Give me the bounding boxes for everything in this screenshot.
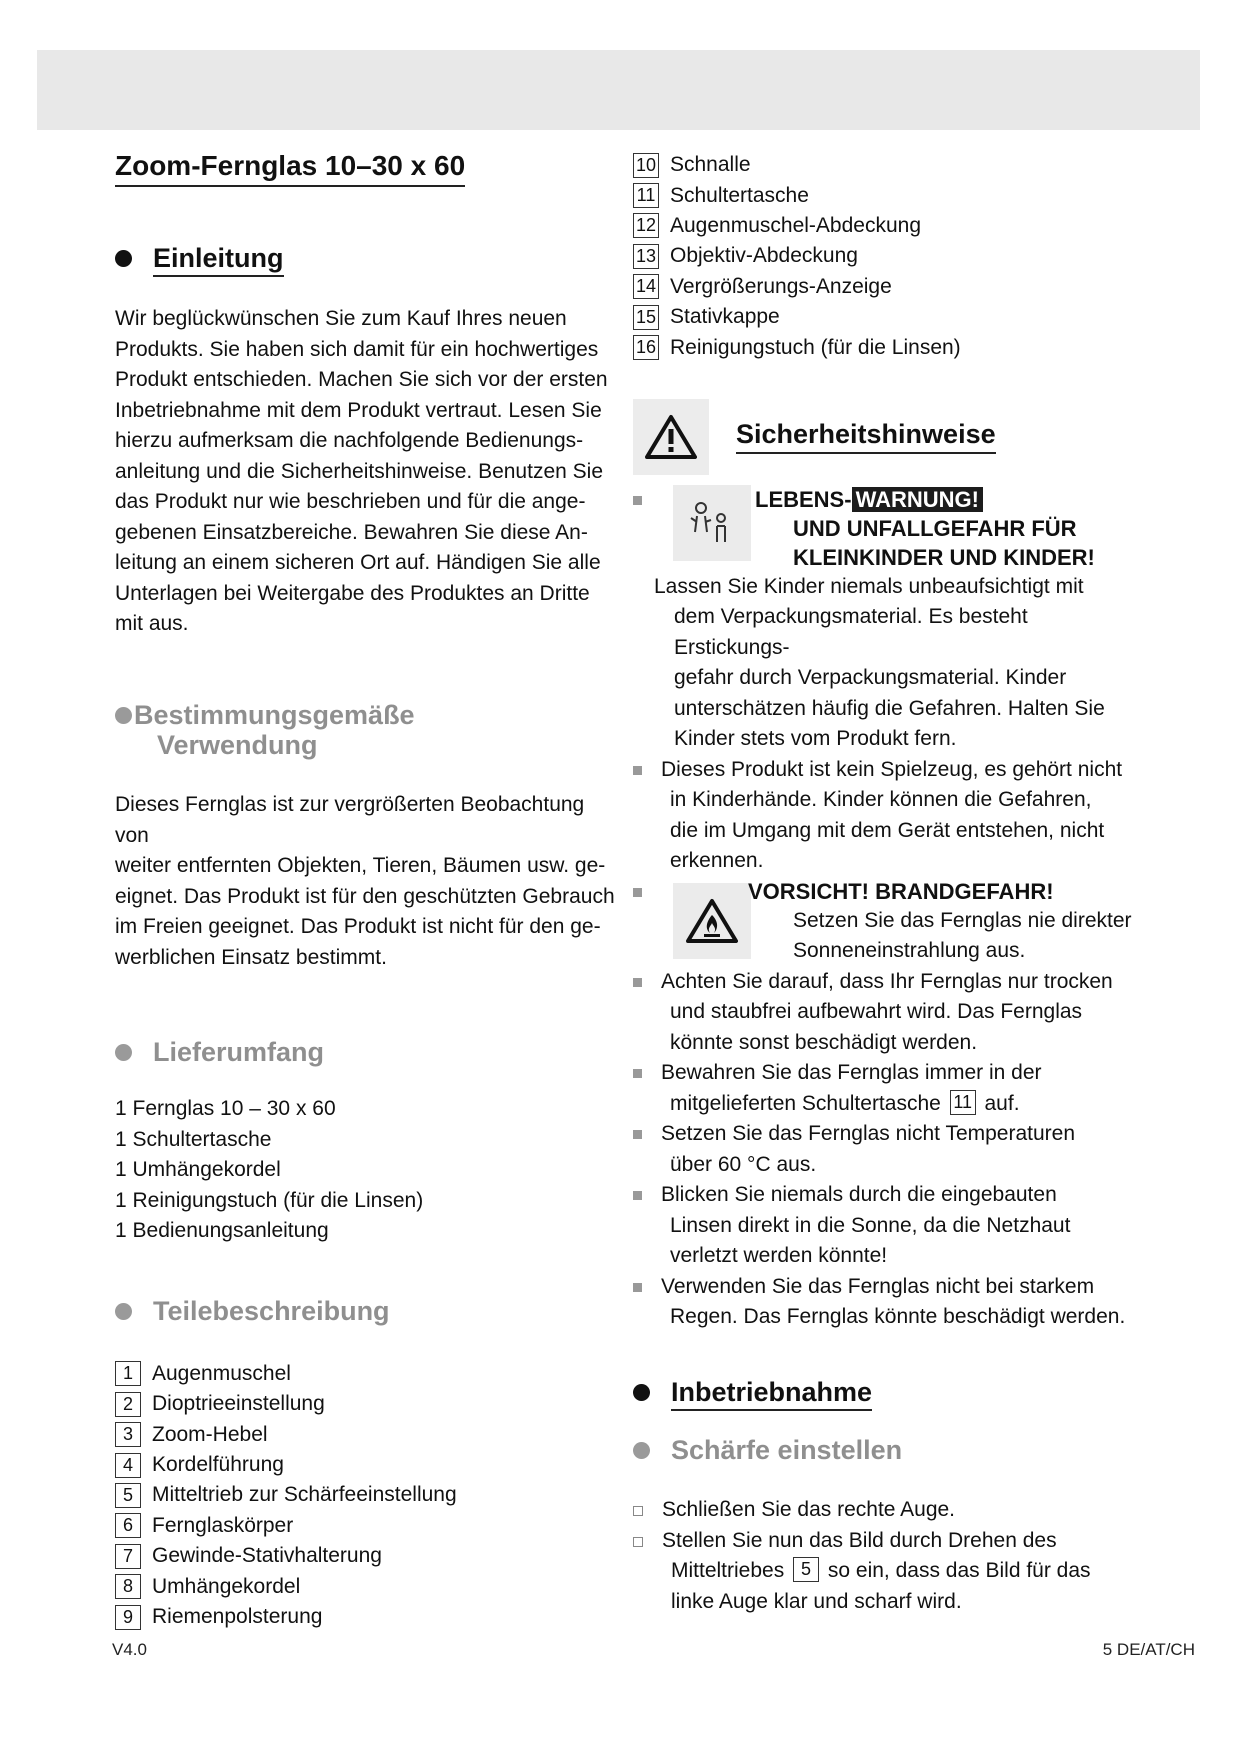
intro-line: Inbetriebnahme mit dem Produkt vertraut. Lesen Sie (115, 398, 602, 422)
bullet-dot (633, 1442, 650, 1459)
part-item (115, 1480, 615, 1510)
intro-line: hierzu aufmerksam die nachfolgende Bedienungs- (115, 429, 584, 453)
part-number: 8 (115, 1574, 141, 1599)
part-label: Zoom-Hebel (152, 1422, 268, 1446)
intro-line: Wir beglückwünschen Sie zum Kauf Ihres neuen (115, 307, 567, 331)
part-number: 13 (633, 244, 659, 269)
step-2: Stellen Sie nun das Bild durch Drehen des Mitteltriebes 5 so ein, dass das Bild für das linke Auge klar und scharf wird. (633, 1526, 1133, 1618)
part-label: Reinigungstuch (für die Linsen) (670, 335, 961, 359)
part-item (633, 241, 1133, 271)
part-item (633, 272, 1133, 302)
bullet-sun: Blicken Sie niemals durch die eingebauten Linsen direkt in die Sonne, da die Netzhaut verletzt werden könnte! (633, 1180, 1133, 1272)
focus-heading: Schärfe einstellen (633, 1435, 1133, 1465)
part-item (633, 302, 1133, 332)
intended-use-line: weiter entfernten Objekten, Tieren, Bäumen usw. ge- (115, 854, 606, 878)
part-label: Dioptrieeinstellung (152, 1392, 325, 1416)
warning-title: LEBENS- WARNUNG! (755, 485, 1095, 514)
part-label: Mitteltrieb zur Schärfeeinstellung (152, 1483, 457, 1507)
part-label: Vergrößerungs-Anzeige (670, 274, 892, 298)
list-item: 1 Reinigungstuch (für die Linsen) (115, 1188, 424, 1212)
part-label: Fernglaskörper (152, 1513, 294, 1537)
bullet-dot (115, 1044, 132, 1061)
part-number: 4 (115, 1453, 141, 1478)
part-item (115, 1389, 615, 1419)
footer-page-number: 5 DE/AT/CH (1102, 1640, 1195, 1659)
part-number: 16 (633, 335, 659, 360)
part-number: 14 (633, 274, 659, 299)
parts-list-left (115, 1359, 615, 1633)
part-item (115, 1541, 615, 1571)
part-item (633, 332, 1133, 362)
footer-version: V4.0 (112, 1640, 147, 1659)
commissioning-heading: Inbetriebnahme (633, 1377, 1133, 1411)
part-label: Gewinde-Stativhalterung (152, 1544, 382, 1568)
bullet-dot (115, 707, 132, 724)
part-item (633, 150, 1133, 180)
bullet-square (633, 978, 642, 987)
part-number: 5 (115, 1483, 141, 1508)
intro-line: anleitung und die Sicherheitshinweise. Benutzen Sie (115, 459, 603, 483)
intended-use-heading: Bestimmungsgemäße Verwendung (115, 700, 615, 760)
part-number: 1 (115, 1361, 141, 1386)
part-reference: 5 (793, 1557, 819, 1582)
scope-list (115, 1094, 615, 1246)
checkbox-marker (633, 1506, 643, 1516)
intended-use-line: Dieses Fernglas ist zur vergrößerten Beobachtung von (115, 793, 585, 847)
part-label: Stativkappe (670, 305, 780, 329)
intended-use-paragraph (115, 790, 615, 973)
part-number: 3 (115, 1422, 141, 1447)
safety-heading: Sicherheitshinweise (633, 399, 1133, 475)
parts-list-right (633, 150, 1133, 363)
part-label: Schultertasche (670, 183, 809, 207)
part-item (115, 1359, 615, 1389)
checkbox-marker (633, 1537, 643, 1547)
part-label: Augenmuschel-Abdeckung (670, 213, 921, 237)
scope-heading: Lieferumfang (115, 1037, 615, 1067)
bullet-dot (633, 1384, 650, 1401)
intended-use-line: eignet. Das Produkt ist für den geschützten Gebrauch (115, 884, 615, 908)
intro-paragraph (115, 304, 615, 640)
part-item (633, 180, 1133, 210)
warning-label: WARNUNG! (852, 487, 983, 512)
warning-triangle-icon (633, 399, 709, 475)
header-band (37, 50, 1200, 130)
intended-use-line: im Freien geeignet. Das Produkt ist nicht für den ge- (115, 915, 601, 939)
bullet-rain: Verwenden Sie das Fernglas nicht bei starkem Regen. Das Fernglas könnte beschädigt werden. (633, 1272, 1133, 1333)
bullet-square (633, 496, 642, 505)
intro-heading: Einleitung (115, 243, 615, 277)
document-title: Zoom-Fernglas 10–30 x 60 (115, 150, 465, 187)
bullet-dot (115, 250, 132, 267)
part-label: Umhängekordel (152, 1574, 301, 1598)
bullet-square (633, 1130, 642, 1139)
child-warning-icon (673, 485, 751, 561)
bullet-square (633, 1069, 642, 1078)
bullet-temperature: Setzen Sie das Fernglas nicht Temperaturen über 60 °C aus. (633, 1119, 1133, 1180)
bullet-dot (115, 1303, 132, 1320)
part-item (115, 1571, 615, 1601)
part-label: Augenmuschel (152, 1361, 291, 1385)
step-1: Schließen Sie das rechte Auge. (633, 1495, 1133, 1526)
part-item (115, 1511, 615, 1541)
part-item (115, 1602, 615, 1632)
warning-fire: VORSICHT! BRANDGEFAHR! Setzen Sie das Fernglas nie direkter Sonneneinstrahlung aus. (633, 877, 1133, 967)
part-number: 9 (115, 1605, 141, 1630)
list-item: 1 Umhängekordel (115, 1158, 281, 1182)
part-number: 11 (633, 183, 659, 208)
bullet-square (633, 1283, 642, 1292)
bullet-toy: Dieses Produkt ist kein Spielzeug, es gehört nicht in Kinderhände. Kinder können die Gefahren, die im Umgang mit dem Gerät entstehen, nicht erkennen. (633, 755, 1133, 877)
fire-warning-icon (673, 883, 751, 959)
part-label: Riemenpolsterung (152, 1605, 323, 1629)
part-label: Schnalle (670, 153, 751, 177)
left-column (115, 150, 615, 1632)
right-column (633, 150, 1133, 1617)
part-number: 15 (633, 305, 659, 330)
bullet-square (633, 766, 642, 775)
intro-line: Produkt entschieden. Machen Sie sich vor der ersten (115, 368, 608, 392)
intro-line: das Produkt nur wie beschrieben und für die ange- (115, 490, 586, 514)
part-number: 7 (115, 1544, 141, 1569)
bullet-square (633, 888, 642, 897)
warning-children-body: Lassen Sie Kinder niemals unbeaufsichtigt mit dem Verpackungsmaterial. Es besteht Erstickungs- gefahr durch Verpackungsmaterial. Kinder unterschätzen häufig die Gefahren. Halten Sie Kinder stets vom Produkt fern. (654, 574, 1105, 751)
part-item (115, 1419, 615, 1449)
part-number: 12 (633, 213, 659, 238)
warning-children: LEBENS- WARNUNG! UND UNFALLGEFAHR FÜR KLEINKINDER UND KINDER! (633, 485, 1133, 572)
part-label: Objektiv-Abdeckung (670, 244, 858, 268)
bullet-store: Bewahren Sie das Fernglas immer in der mitgelieferten Schultertasche 11 auf. (633, 1058, 1133, 1119)
list-item: 1 Fernglas 10 – 30 x 60 (115, 1097, 336, 1121)
intro-line: gebenen Einsatzbereiche. Bewahren Sie diese An- (115, 520, 588, 544)
intro-line: Unterlagen bei Weitergabe des Produktes an Dritte (115, 581, 590, 605)
part-reference: 11 (950, 1090, 976, 1115)
part-number: 10 (633, 153, 659, 178)
part-label: Kordelführung (152, 1453, 284, 1477)
part-item (115, 1450, 615, 1480)
parts-heading: Teilebeschreibung (115, 1296, 615, 1326)
intro-line: Produkts. Sie haben sich damit für ein hochwertiges (115, 337, 599, 361)
intended-use-line: werblichen Einsatz bestimmt. (115, 945, 387, 969)
intro-line: mit aus. (115, 612, 189, 636)
fire-warning-title: VORSICHT! BRANDGEFAHR! (748, 878, 1054, 904)
part-item (633, 211, 1133, 241)
list-item: 1 Schultertasche (115, 1127, 272, 1151)
list-item: 1 Bedienungsanleitung (115, 1219, 329, 1243)
intro-line: leitung an einem sicheren Ort auf. Händigen Sie alle (115, 551, 601, 575)
bullet-square (633, 1191, 642, 1200)
part-number: 6 (115, 1513, 141, 1538)
bullet-dry: Achten Sie darauf, dass Ihr Fernglas nur trocken und staubfrei aufbewahrt wird. Das Fernglas könnte sonst beschädigt werden. (633, 967, 1133, 1059)
part-number: 2 (115, 1392, 141, 1417)
